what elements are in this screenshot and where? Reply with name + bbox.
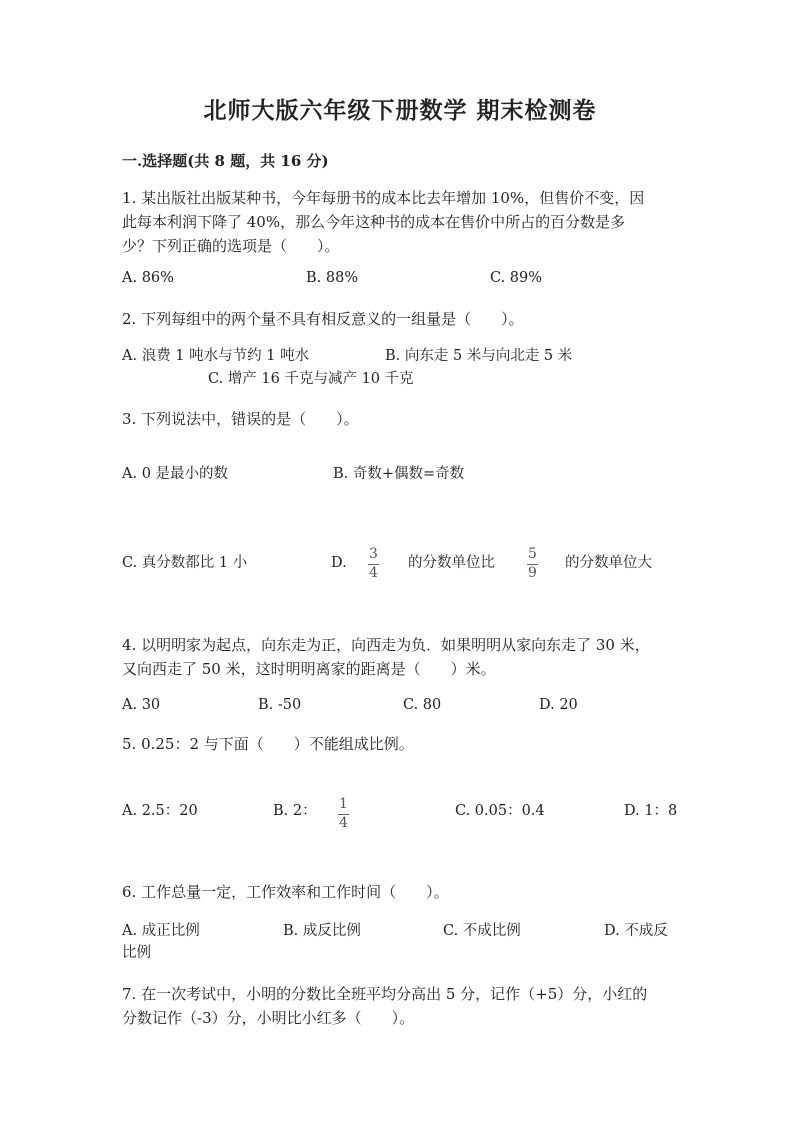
section-heading: 一.选择题(共 8 题，共 16 分) [122,152,329,170]
question-2-option-c[interactable]: C. 增产 16 千克与减产 10 千克 [208,371,414,387]
question-1-option-b[interactable]: B. 88% [306,270,359,286]
question-6-option-a[interactable]: A. 成正比例 [122,923,200,939]
question-6-option-b[interactable]: B. 成反比例 [283,923,361,939]
question-5-option-b[interactable]: B. 2： [273,803,317,819]
question-1-option-c[interactable]: C. 89% [490,270,543,286]
fraction-numerator: 3 [369,546,378,562]
fraction-denominator: 4 [369,565,378,581]
question-3-option-d-label[interactable]: D. [331,555,347,571]
question-6-option-d[interactable]: D. 不成反 [604,923,668,939]
fraction-numerator: 1 [339,796,348,812]
question-2-option-b[interactable]: B. 向东走 5 米与向北走 5 米 [385,348,573,364]
question-5-option-a[interactable]: A. 2.5：20 [122,803,198,819]
question-1-line-2: 此每本利润下降了 40%，那么今年这种书的成本在售价中所占的百分数是多 [122,213,626,231]
question-4-line-1: 4. 以明明家为起点，向东走为正，向西走为负．如果明明从家向东走了 30 米， [122,636,650,654]
question-3-option-d-end: 的分数单位大 [565,555,652,571]
question-5-option-d[interactable]: D. 1：8 [624,803,678,819]
question-1-line-1: 1. 某出版社出版某种书，今年每册书的成本比去年增加 10%，但售价不变，因 [122,189,645,207]
fraction-five-ninths [527,547,538,581]
question-3-line-1: 3. 下列说法中，错误的是（ ）。 [122,410,359,428]
fraction-one-quarter [338,797,349,831]
question-6-option-c[interactable]: C. 不成比例 [443,923,521,939]
question-6-line-1: 6. 工作总量一定，工作效率和工作时间（ ）。 [122,883,449,901]
question-6-option-d-wrap: 比例 [122,945,151,961]
fraction-denominator: 9 [528,565,537,581]
fraction-three-quarters [368,547,379,581]
fraction-numerator: 5 [528,546,537,562]
question-1-line-3: 少？下列正确的选项是（ ）。 [122,237,340,255]
question-1-option-a[interactable]: A. 86% [122,270,174,286]
question-3-option-c[interactable]: C. 真分数都比 1 小 [122,555,248,571]
question-5-option-c[interactable]: C. 0.05：0.4 [455,803,545,819]
fraction-denominator: 4 [339,815,348,831]
question-4-option-a[interactable]: A. 30 [122,697,161,713]
question-3-option-d-middle: 的分数单位比 [408,555,495,571]
question-3-option-b[interactable]: B. 奇数+偶数=奇数 [333,466,465,482]
page-title: 北师大版六年级下册数学 期末检测卷 [203,97,597,124]
question-2-line-1: 2. 下列每组中的两个量不具有相反意义的一组量是（ ）。 [122,310,524,328]
question-2-option-a[interactable]: A. 浪费 1 吨水与节约 1 吨水 [122,348,310,364]
question-5-line-1: 5. 0.25：2 与下面（ ）不能组成比例。 [122,735,414,753]
question-4-line-2: 又向西走了 50 米，这时明明离家的距离是（ ）米。 [122,660,496,678]
question-4-option-b[interactable]: B. -50 [258,697,302,713]
question-7-line-1: 7. 在一次考试中，小明的分数比全班平均分高出 5 分，记作（+5）分，小红的 [122,985,648,1003]
question-4-option-d[interactable]: D. 20 [539,697,578,713]
question-3-option-a[interactable]: A. 0 是最小的数 [122,466,229,482]
question-7-line-2: 分数记作（-3）分，小明比小红多（ ）。 [122,1009,415,1027]
question-4-option-c[interactable]: C. 80 [403,697,442,713]
